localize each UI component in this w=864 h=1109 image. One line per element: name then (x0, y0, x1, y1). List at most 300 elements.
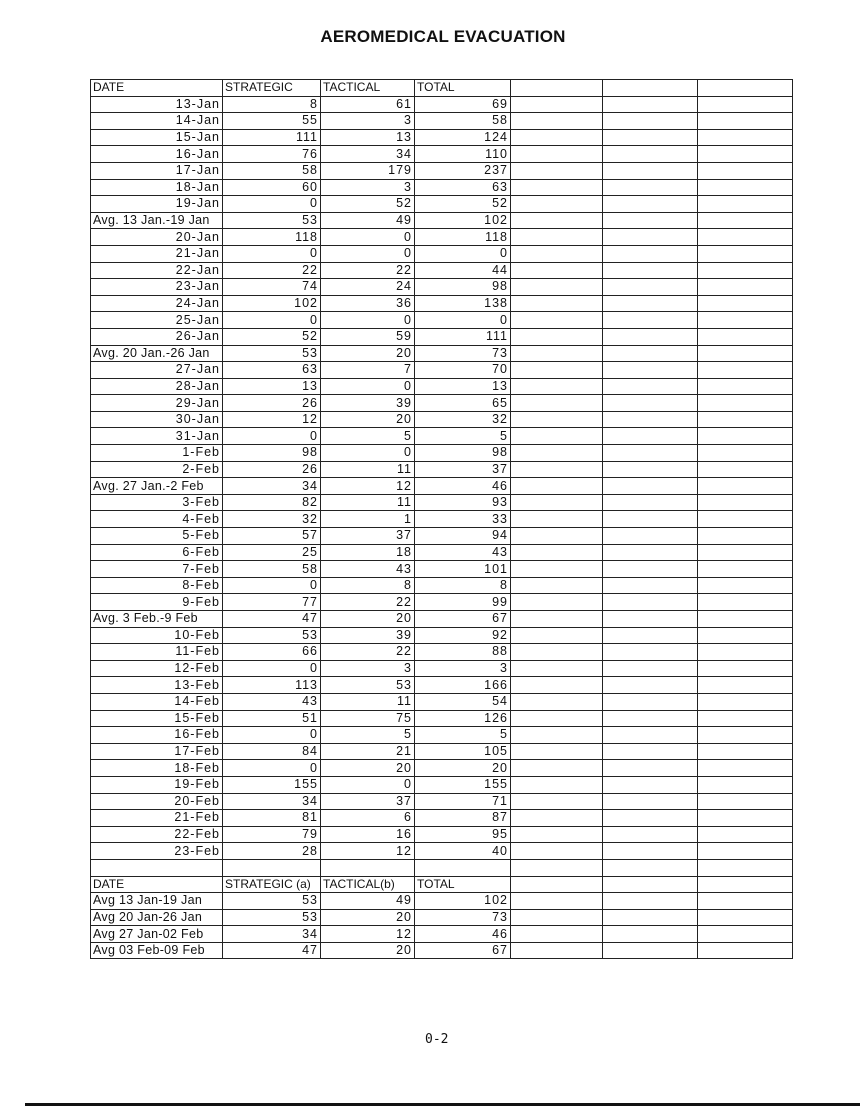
date-cell: 9-Feb (91, 594, 223, 611)
total-cell: 46 (415, 926, 511, 943)
tactical-cell: 52 (321, 196, 415, 213)
strategic-cell: 43 (223, 693, 321, 710)
empty-cell (698, 693, 793, 710)
strategic-cell: 55 (223, 113, 321, 130)
empty-cell (698, 113, 793, 130)
empty-cell (698, 328, 793, 345)
strategic-cell: 0 (223, 196, 321, 213)
date-cell: 2-Feb (91, 461, 223, 478)
empty-cell (603, 345, 698, 362)
strategic-cell: 0 (223, 760, 321, 777)
empty-cell (698, 942, 793, 959)
empty-cell (698, 362, 793, 379)
date-cell: 1-Feb (91, 445, 223, 462)
total-cell: 155 (415, 776, 511, 793)
table-row (91, 96, 793, 113)
empty-cell (698, 528, 793, 545)
table-row (91, 395, 793, 412)
empty-cell (603, 660, 698, 677)
date-cell: 23-Jan (91, 279, 223, 296)
empty-cell (511, 245, 603, 262)
empty-cell (511, 660, 603, 677)
table-row (91, 245, 793, 262)
strategic-cell: 66 (223, 644, 321, 661)
tactical-cell: 21 (321, 743, 415, 760)
date-cell: Avg 13 Jan-19 Jan (91, 893, 223, 910)
total-cell: 126 (415, 710, 511, 727)
empty-cell (511, 212, 603, 229)
table-row (91, 328, 793, 345)
empty-cell (603, 328, 698, 345)
total-cell: 33 (415, 511, 511, 528)
strategic-cell: 13 (223, 378, 321, 395)
empty-cell (698, 727, 793, 744)
total-cell: 13 (415, 378, 511, 395)
empty-cell (603, 162, 698, 179)
empty-cell (511, 727, 603, 744)
date-cell: Avg 27 Jan-02 Feb (91, 926, 223, 943)
total-cell: 102 (415, 212, 511, 229)
table-row (91, 411, 793, 428)
empty-cell (698, 511, 793, 528)
empty-cell (603, 312, 698, 329)
tactical-cell: 20 (321, 909, 415, 926)
empty-cell (511, 926, 603, 943)
tactical-cell: 18 (321, 544, 415, 561)
strategic-cell: 81 (223, 810, 321, 827)
tactical-cell: 3 (321, 179, 415, 196)
empty-cell (698, 245, 793, 262)
date-cell: 13-Feb (91, 677, 223, 694)
strategic-cell: 0 (223, 428, 321, 445)
empty-cell (698, 594, 793, 611)
tactical-cell: 0 (321, 378, 415, 395)
total-cell: 52 (415, 196, 511, 213)
empty-cell (603, 909, 698, 926)
empty-cell (698, 876, 793, 893)
date-cell: Avg. 3 Feb.-9 Feb (91, 611, 223, 628)
empty-cell (511, 129, 603, 146)
table-row (91, 511, 793, 528)
empty-cell (511, 96, 603, 113)
header-row (91, 80, 793, 97)
empty-cell (698, 677, 793, 694)
total-cell: 237 (415, 162, 511, 179)
table-row (91, 528, 793, 545)
page-number: 0-2 (425, 1032, 449, 1047)
strategic-cell: 0 (223, 245, 321, 262)
empty-cell (511, 528, 603, 545)
empty-cell (603, 727, 698, 744)
tactical-cell: 12 (321, 478, 415, 495)
empty-cell (698, 80, 793, 97)
strategic-cell: 82 (223, 494, 321, 511)
empty-cell (603, 826, 698, 843)
date-cell: 15-Jan (91, 129, 223, 146)
strategic-cell: 53 (223, 627, 321, 644)
average-row (91, 212, 793, 229)
empty-cell (698, 146, 793, 163)
total-cell: 87 (415, 810, 511, 827)
empty-cell (603, 378, 698, 395)
empty-cell (511, 113, 603, 130)
empty-cell (603, 577, 698, 594)
empty-cell (603, 793, 698, 810)
page-title: AEROMEDICAL EVACUATION (320, 27, 566, 46)
strategic-cell: 8 (223, 96, 321, 113)
total-cell: 95 (415, 826, 511, 843)
empty-cell (511, 295, 603, 312)
empty-cell (511, 859, 603, 876)
empty-cell (511, 262, 603, 279)
total-cell: 102 (415, 893, 511, 910)
empty-cell (603, 843, 698, 860)
average-row (91, 611, 793, 628)
tactical-cell: 22 (321, 262, 415, 279)
date-cell: 18-Feb (91, 760, 223, 777)
date-cell: 3-Feb (91, 494, 223, 511)
blank-row (91, 859, 793, 876)
date-cell: 19-Feb (91, 776, 223, 793)
table-row (91, 810, 793, 827)
empty-cell (511, 893, 603, 910)
date-cell: 4-Feb (91, 511, 223, 528)
empty-cell (603, 644, 698, 661)
empty-cell (698, 810, 793, 827)
date-cell: 16-Feb (91, 727, 223, 744)
table-row (91, 146, 793, 163)
strategic-cell: 53 (223, 893, 321, 910)
empty-cell (603, 926, 698, 943)
strategic-cell: 111 (223, 129, 321, 146)
total-cell: 20 (415, 760, 511, 777)
empty-cell (511, 179, 603, 196)
summary-header-row (91, 876, 793, 893)
date-cell: 29-Jan (91, 395, 223, 412)
empty-cell (603, 179, 698, 196)
total-cell: 54 (415, 693, 511, 710)
total-cell: TOTAL (415, 876, 511, 893)
strategic-cell: 26 (223, 395, 321, 412)
empty-cell (511, 461, 603, 478)
strategic-cell: 76 (223, 146, 321, 163)
date-cell: 19-Jan (91, 196, 223, 213)
empty-cell (698, 710, 793, 727)
empty-cell (603, 196, 698, 213)
empty-cell (698, 859, 793, 876)
empty-cell (698, 494, 793, 511)
tactical-cell: 24 (321, 279, 415, 296)
empty-cell (698, 162, 793, 179)
date-cell: 21-Feb (91, 810, 223, 827)
summary-row (91, 909, 793, 926)
tactical-cell: 22 (321, 644, 415, 661)
strategic-cell: 84 (223, 743, 321, 760)
strategic-cell: 47 (223, 942, 321, 959)
empty-cell (698, 212, 793, 229)
strategic-cell: 53 (223, 345, 321, 362)
date-cell: 26-Jan (91, 328, 223, 345)
tactical-cell: 5 (321, 727, 415, 744)
tactical-cell: 5 (321, 428, 415, 445)
date-cell: 25-Jan (91, 312, 223, 329)
total-cell: 105 (415, 743, 511, 760)
empty-cell (511, 196, 603, 213)
tactical-cell: 16 (321, 826, 415, 843)
total-cell: 67 (415, 942, 511, 959)
empty-cell (511, 80, 603, 97)
empty-cell (698, 760, 793, 777)
total-cell: 0 (415, 245, 511, 262)
empty-cell (511, 146, 603, 163)
empty-cell (603, 245, 698, 262)
tactical-cell: 37 (321, 528, 415, 545)
empty-cell (603, 411, 698, 428)
empty-cell (511, 843, 603, 860)
strategic-cell: 58 (223, 561, 321, 578)
date-cell: 30-Jan (91, 411, 223, 428)
empty-cell (321, 859, 415, 876)
date-cell: 23-Feb (91, 843, 223, 860)
table-row (91, 279, 793, 296)
table-row (91, 760, 793, 777)
empty-cell (698, 544, 793, 561)
total-cell: 70 (415, 362, 511, 379)
table-row (91, 826, 793, 843)
empty-cell (698, 395, 793, 412)
empty-cell (603, 461, 698, 478)
total-cell: 37 (415, 461, 511, 478)
empty-cell (511, 395, 603, 412)
date-cell: Avg. 20 Jan.-26 Jan (91, 345, 223, 362)
strategic-cell: 28 (223, 843, 321, 860)
empty-cell (511, 345, 603, 362)
empty-cell (698, 843, 793, 860)
date-cell: 14-Jan (91, 113, 223, 130)
empty-cell (603, 760, 698, 777)
tactical-cell: 1 (321, 511, 415, 528)
tactical-cell: 11 (321, 693, 415, 710)
empty-cell (698, 826, 793, 843)
empty-cell (511, 693, 603, 710)
empty-cell (603, 478, 698, 495)
total-cell: 58 (415, 113, 511, 130)
strategic-cell: 118 (223, 229, 321, 246)
tactical-cell: 3 (321, 113, 415, 130)
empty-cell (511, 561, 603, 578)
empty-cell (415, 859, 511, 876)
summary-row (91, 942, 793, 959)
date-cell: Avg. 13 Jan.-19 Jan (91, 212, 223, 229)
date-cell: 17-Feb (91, 743, 223, 760)
empty-cell (511, 776, 603, 793)
empty-cell (603, 511, 698, 528)
empty-cell (603, 810, 698, 827)
tactical-cell: 22 (321, 594, 415, 611)
date-cell: 20-Jan (91, 229, 223, 246)
table-row (91, 776, 793, 793)
date-cell: 27-Jan (91, 362, 223, 379)
tactical-cell: 20 (321, 942, 415, 959)
date-cell: 20-Feb (91, 793, 223, 810)
total-cell: 44 (415, 262, 511, 279)
strategic-cell: STRATEGIC (a) (223, 876, 321, 893)
empty-cell (603, 594, 698, 611)
table-row (91, 494, 793, 511)
total-cell: 46 (415, 478, 511, 495)
empty-cell (698, 179, 793, 196)
empty-cell (511, 826, 603, 843)
tactical-cell: 43 (321, 561, 415, 578)
date-cell: Avg. 27 Jan.-2 Feb (91, 478, 223, 495)
empty-cell (511, 428, 603, 445)
strategic-cell: 26 (223, 461, 321, 478)
tactical-cell: 12 (321, 926, 415, 943)
empty-cell (511, 793, 603, 810)
empty-cell (603, 113, 698, 130)
empty-cell (698, 743, 793, 760)
strategic-cell: 53 (223, 909, 321, 926)
empty-cell (698, 909, 793, 926)
table-row (91, 710, 793, 727)
tactical-cell: 179 (321, 162, 415, 179)
tactical-cell: 0 (321, 312, 415, 329)
tactical-cell: 53 (321, 677, 415, 694)
table-row (91, 843, 793, 860)
empty-cell (511, 760, 603, 777)
table-row (91, 594, 793, 611)
empty-cell (603, 528, 698, 545)
empty-cell (511, 644, 603, 661)
total-cell: TOTAL (415, 80, 511, 97)
total-cell: 3 (415, 660, 511, 677)
empty-cell (698, 378, 793, 395)
table-row (91, 295, 793, 312)
empty-cell (511, 378, 603, 395)
empty-cell (603, 942, 698, 959)
empty-cell (698, 611, 793, 628)
empty-cell (603, 262, 698, 279)
empty-cell (511, 909, 603, 926)
total-cell: 67 (415, 611, 511, 628)
table-row (91, 428, 793, 445)
total-cell: 118 (415, 229, 511, 246)
table-row (91, 727, 793, 744)
tactical-cell: 20 (321, 611, 415, 628)
strategic-cell: 77 (223, 594, 321, 611)
empty-cell (603, 776, 698, 793)
empty-cell (91, 859, 223, 876)
strategic-cell: 34 (223, 926, 321, 943)
tactical-cell: 20 (321, 760, 415, 777)
strategic-cell: 74 (223, 279, 321, 296)
empty-cell (603, 80, 698, 97)
strategic-cell: 79 (223, 826, 321, 843)
date-cell: 10-Feb (91, 627, 223, 644)
date-cell: 5-Feb (91, 528, 223, 545)
strategic-cell: STRATEGIC (223, 80, 321, 97)
tactical-cell: 59 (321, 328, 415, 345)
date-cell: 13-Jan (91, 96, 223, 113)
strategic-cell: 34 (223, 793, 321, 810)
empty-cell (603, 494, 698, 511)
empty-cell (511, 677, 603, 694)
empty-cell (603, 710, 698, 727)
strategic-cell: 98 (223, 445, 321, 462)
date-cell: 31-Jan (91, 428, 223, 445)
tactical-cell: 6 (321, 810, 415, 827)
date-cell: 12-Feb (91, 660, 223, 677)
empty-cell (698, 445, 793, 462)
strategic-cell: 0 (223, 660, 321, 677)
table-row (91, 129, 793, 146)
empty-cell (223, 859, 321, 876)
empty-cell (511, 162, 603, 179)
empty-cell (603, 561, 698, 578)
tactical-cell: 12 (321, 843, 415, 860)
empty-cell (698, 478, 793, 495)
table-row (91, 461, 793, 478)
empty-cell (698, 627, 793, 644)
tactical-cell: 11 (321, 461, 415, 478)
empty-cell (698, 644, 793, 661)
empty-cell (698, 129, 793, 146)
total-cell: 71 (415, 793, 511, 810)
strategic-cell: 0 (223, 312, 321, 329)
empty-cell (698, 793, 793, 810)
empty-cell (511, 810, 603, 827)
empty-cell (603, 295, 698, 312)
total-cell: 166 (415, 677, 511, 694)
empty-cell (698, 776, 793, 793)
tactical-cell: 49 (321, 212, 415, 229)
empty-cell (603, 859, 698, 876)
date-cell: 24-Jan (91, 295, 223, 312)
table-row (91, 162, 793, 179)
empty-cell (698, 893, 793, 910)
tactical-cell: 3 (321, 660, 415, 677)
empty-cell (511, 494, 603, 511)
tactical-cell: 0 (321, 445, 415, 462)
tactical-cell: TACTICAL(b) (321, 876, 415, 893)
total-cell: 0 (415, 312, 511, 329)
tactical-cell: 8 (321, 577, 415, 594)
total-cell: 111 (415, 328, 511, 345)
table-row (91, 561, 793, 578)
tactical-cell: 0 (321, 776, 415, 793)
date-cell: 18-Jan (91, 179, 223, 196)
date-cell: Avg 20 Jan-26 Jan (91, 909, 223, 926)
empty-cell (603, 876, 698, 893)
total-cell: 99 (415, 594, 511, 611)
total-cell: 92 (415, 627, 511, 644)
total-cell: 69 (415, 96, 511, 113)
strategic-cell: 12 (223, 411, 321, 428)
strategic-cell: 25 (223, 544, 321, 561)
strategic-cell: 57 (223, 528, 321, 545)
empty-cell (698, 345, 793, 362)
date-cell: 11-Feb (91, 644, 223, 661)
empty-cell (603, 428, 698, 445)
empty-cell (698, 262, 793, 279)
table-row (91, 113, 793, 130)
strategic-cell: 32 (223, 511, 321, 528)
tactical-cell: 20 (321, 411, 415, 428)
empty-cell (511, 411, 603, 428)
strategic-cell: 113 (223, 677, 321, 694)
strategic-cell: 63 (223, 362, 321, 379)
total-cell: 93 (415, 494, 511, 511)
